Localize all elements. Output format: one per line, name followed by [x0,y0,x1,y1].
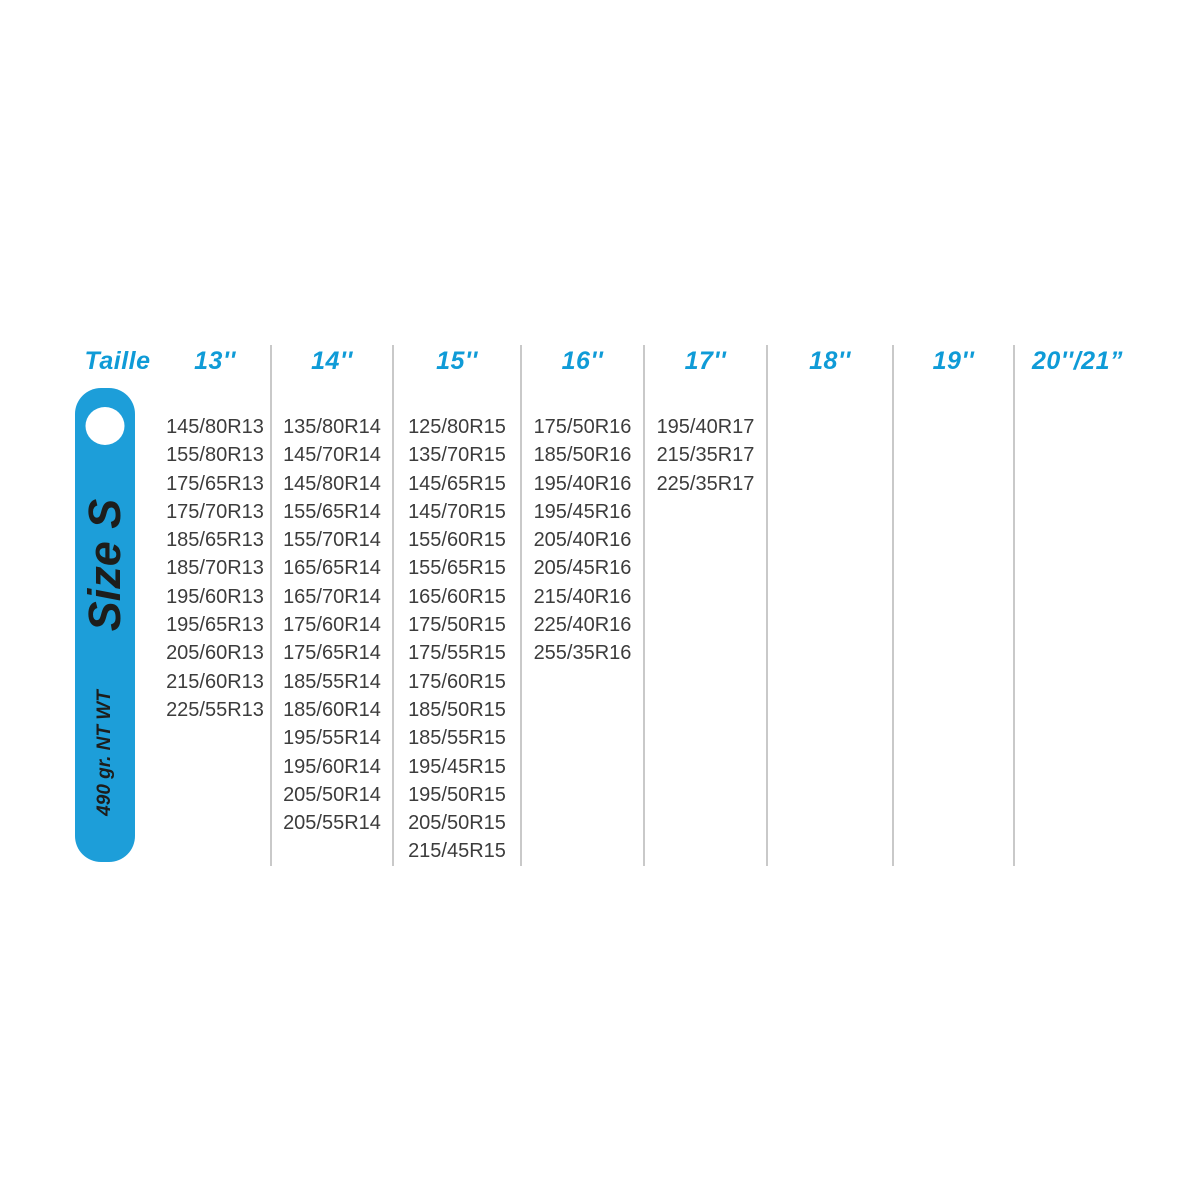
tire-size-cell: 155/65R15 [408,557,506,580]
size-column-13 [160,345,270,866]
tire-size-cell: 145/70R14 [283,444,381,467]
tire-size-cell: 175/65R13 [166,472,264,495]
column-header: 14'' [311,347,353,375]
tire-size-cell: 195/45R16 [533,500,632,523]
tire-size-cell: 215/40R16 [533,585,632,608]
tire-size-cell: 125/80R15 [408,416,506,438]
column-header: 19'' [932,347,975,375]
column-header: 18'' [809,347,851,375]
tire-size-table [75,345,1140,863]
tire-size-cell: 205/50R14 [283,783,381,806]
size-column-18 [766,345,892,866]
tire-size-cell: 155/80R13 [166,444,264,467]
size-tag [75,388,135,862]
tire-size-cell: 195/60R13 [166,585,264,608]
tire-size-cell: 225/40R16 [533,614,632,637]
tire-size-cell: 185/55R15 [408,727,506,750]
tire-size-cell: 195/50R15 [408,783,506,806]
tire-size-cell: 185/65R13 [166,529,264,552]
column-header: 17'' [684,347,727,375]
tire-size-cell: 155/60R15 [408,529,506,552]
tag-hole [86,407,125,445]
tire-size-cell: 205/55R14 [283,812,381,835]
tire-size-cell: 225/55R13 [166,698,264,721]
tire-size-cell: 155/70R14 [283,529,381,552]
size-column-2021 [1013,345,1140,866]
tire-size-cell: 175/65R14 [283,642,381,665]
tire-size-cell: 165/65R14 [283,557,381,580]
tire-size-cell: 185/55R14 [283,670,381,693]
tire-size-list [160,413,270,724]
tag-size-title: Size S [79,498,130,632]
tire-size-cell: 185/70R13 [166,557,264,580]
size-column-15 [392,345,520,866]
tire-size-cell: 145/70R15 [408,500,506,523]
tire-size-list [522,413,643,668]
size-column-16 [520,345,643,866]
tire-size-cell: 215/35R17 [656,444,755,467]
size-column-19 [892,345,1013,866]
row-header-label: Taille [84,347,151,375]
size-column-14 [270,345,392,866]
tire-size-cell: 145/80R13 [166,416,264,438]
tire-size-cell: 175/60R14 [283,614,381,637]
tire-size-cell: 195/55R14 [283,727,381,750]
tire-size-cell: 255/35R16 [533,642,632,665]
tire-size-cell: 175/55R15 [408,642,506,665]
tire-size-cell: 175/50R15 [408,614,506,637]
tire-size-cell: 155/65R14 [283,500,381,523]
tire-size-cell: 175/70R13 [166,500,264,523]
tire-size-list [272,413,392,837]
tire-size-cell: 195/65R13 [166,614,264,637]
column-header: 15'' [436,347,478,375]
tire-size-cell: 165/60R15 [408,585,506,608]
tire-size-cell: 205/50R15 [408,812,506,835]
tire-size-cell: 135/80R14 [283,416,381,438]
tire-size-cell: 135/70R15 [408,444,506,467]
tire-size-list [394,413,520,866]
tire-size-cell: 225/35R17 [656,472,755,495]
tire-size-cell: 185/50R15 [408,698,506,721]
tire-size-cell: 195/60R14 [283,755,381,778]
tire-size-cell: 205/40R16 [533,529,632,552]
tag-weight-label: 490 gr. NT WT [94,690,115,816]
tire-size-cell: 165/70R14 [283,585,381,608]
tire-size-cell: 185/50R16 [533,444,632,467]
tire-size-list [645,413,766,498]
size-column-17 [643,345,766,866]
column-header: 13'' [194,347,236,375]
tire-size-cell: 195/40R17 [656,416,755,438]
tire-size-cell: 185/60R14 [283,698,381,721]
tire-size-cell: 195/40R16 [533,472,632,495]
tire-size-cell: 195/45R15 [408,755,506,778]
column-header: 20''/21” [1032,347,1123,375]
tire-size-cell: 145/80R14 [283,472,381,495]
tire-size-cell: 175/50R16 [533,416,632,438]
tire-size-cell: 145/65R15 [408,472,506,495]
tire-size-cell: 215/45R15 [408,840,506,863]
column-header: 16'' [561,347,604,375]
tire-size-cell: 215/60R13 [166,670,264,693]
tire-size-cell: 205/60R13 [166,642,264,665]
tire-size-cell: 175/60R15 [408,670,506,693]
tire-size-cell: 205/45R16 [533,557,632,580]
